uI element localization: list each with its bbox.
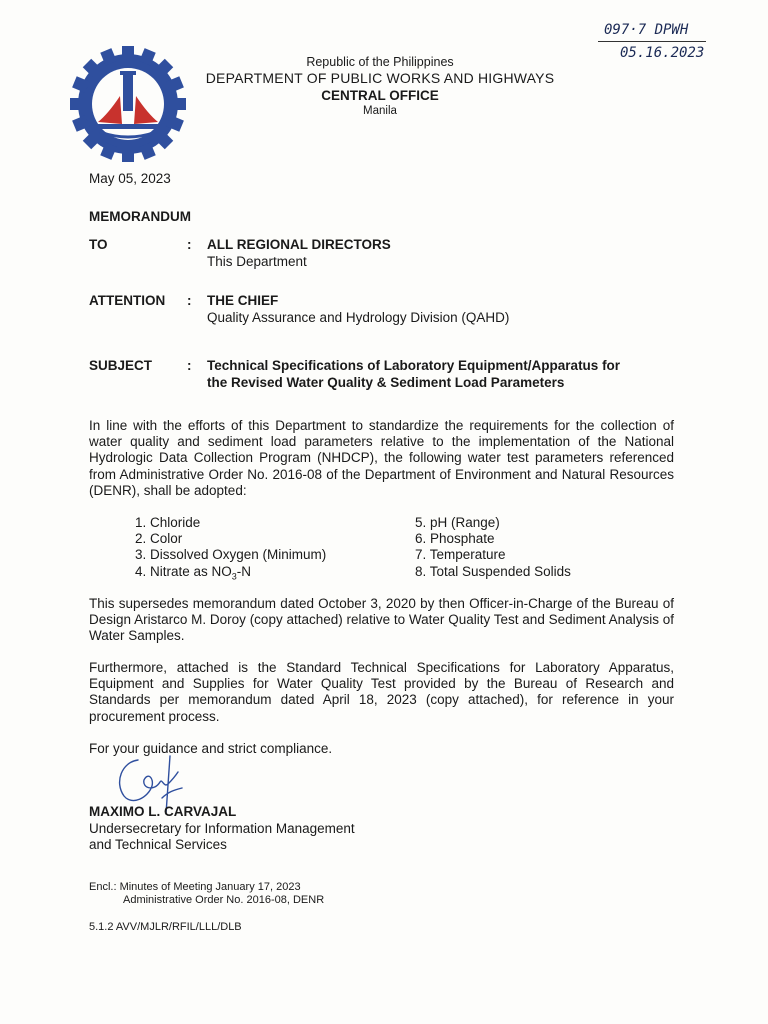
handwritten-rule: [598, 41, 706, 42]
letterhead: [190, 54, 570, 119]
list-item: 8. Total Suspended Solids: [415, 563, 571, 579]
enclosure-2: Administrative Order No. 2016-08, DENR: [123, 894, 325, 906]
closing-line: For your guidance and strict compliance.: [89, 741, 333, 756]
city-line: Manila: [363, 105, 397, 117]
signatory-title-1: Undersecretary for Information Management: [89, 821, 355, 836]
subject-colon: :: [187, 358, 192, 373]
body-paragraph-3: Furthermore, attached is the Standard Technical Specifications for Laboratory Apparatus, Equipment and Supplies for Water Quality Test provided by the Bureau of Research and Standards per memorandum dated April 18, 2023 (copy attached), for reference in your procurement process.: [89, 660, 674, 724]
attention-sub: Quality Assurance and Hydrology Division (QAHD): [207, 310, 510, 325]
reference-code: 5.1.2 AVV/MJLR/RFIL/LLL/DLB: [89, 921, 242, 933]
list-item: 6. Phosphate: [415, 531, 495, 547]
department-line: DEPARTMENT OF PUBLIC WORKS AND HIGHWAYS: [205, 70, 555, 86]
subject-label: SUBJECT: [89, 358, 153, 373]
office-line: CENTRAL OFFICE: [321, 88, 439, 103]
memo-date: May 05, 2023: [89, 171, 171, 186]
to-label: TO: [89, 237, 108, 252]
signatory-title-2: and Technical Services: [89, 837, 227, 852]
list-item: 2. Color: [135, 531, 183, 547]
list-item: 5. pH (Range): [415, 515, 500, 530]
list-item: 1. Chloride: [135, 515, 201, 530]
signatory-name: MAXIMO L. CARVAJAL: [89, 804, 237, 819]
handwritten-date: 05.16.2023: [620, 45, 705, 61]
attention-colon: :: [187, 293, 192, 308]
to-sub: This Department: [207, 254, 307, 269]
body-paragraph-2: This supersedes memorandum dated October 3, 2020 by then Officer-in-Charge of the Bureau of Design Aristarco M. Doroy (copy attached) relative to Water Quality Test and Sediment Analysis of Water Samples.: [89, 596, 674, 644]
list-item: 3. Dissolved Oxygen (Minimum): [135, 547, 327, 563]
dpwh-logo: [68, 44, 188, 164]
parameter-list-left: [135, 515, 326, 580]
list-item: 4. Nitrate as $NO_3-N$: [135, 563, 252, 582]
enclosure-1: Encl.: Minutes of Meeting January 17, 2023: [89, 881, 301, 893]
memo-type: MEMORANDUM: [89, 209, 191, 224]
body-paragraph-1: In line with the efforts of this Department to standardize the requirements for the collection of water quality and sediment load parameters relative to the implementation of the National Hydrologic Data Collection Program (NHDCP), the following water test parameters referenced from Administrative Order No. 2016-08 of the Department of Environment and Natural Resources (DENR), shall be adopted:: [89, 418, 674, 498]
list-item: 7. Temperature: [415, 547, 506, 563]
attention-value: THE CHIEF: [207, 293, 279, 308]
subject-line-2: the Revised Water Quality & Sediment Load Parameters: [207, 375, 565, 390]
attention-label: ATTENTION: [89, 293, 166, 308]
parameter-list-right: [415, 515, 571, 580]
subject-line-1: Technical Specifications of Laboratory Equipment/Apparatus for: [207, 358, 621, 373]
handwritten-ref: 097·7 DPWH: [604, 22, 689, 38]
republic-line: Republic of the Philippines: [306, 55, 454, 69]
to-colon: :: [187, 237, 192, 252]
to-value: ALL REGIONAL DIRECTORS: [207, 237, 391, 252]
